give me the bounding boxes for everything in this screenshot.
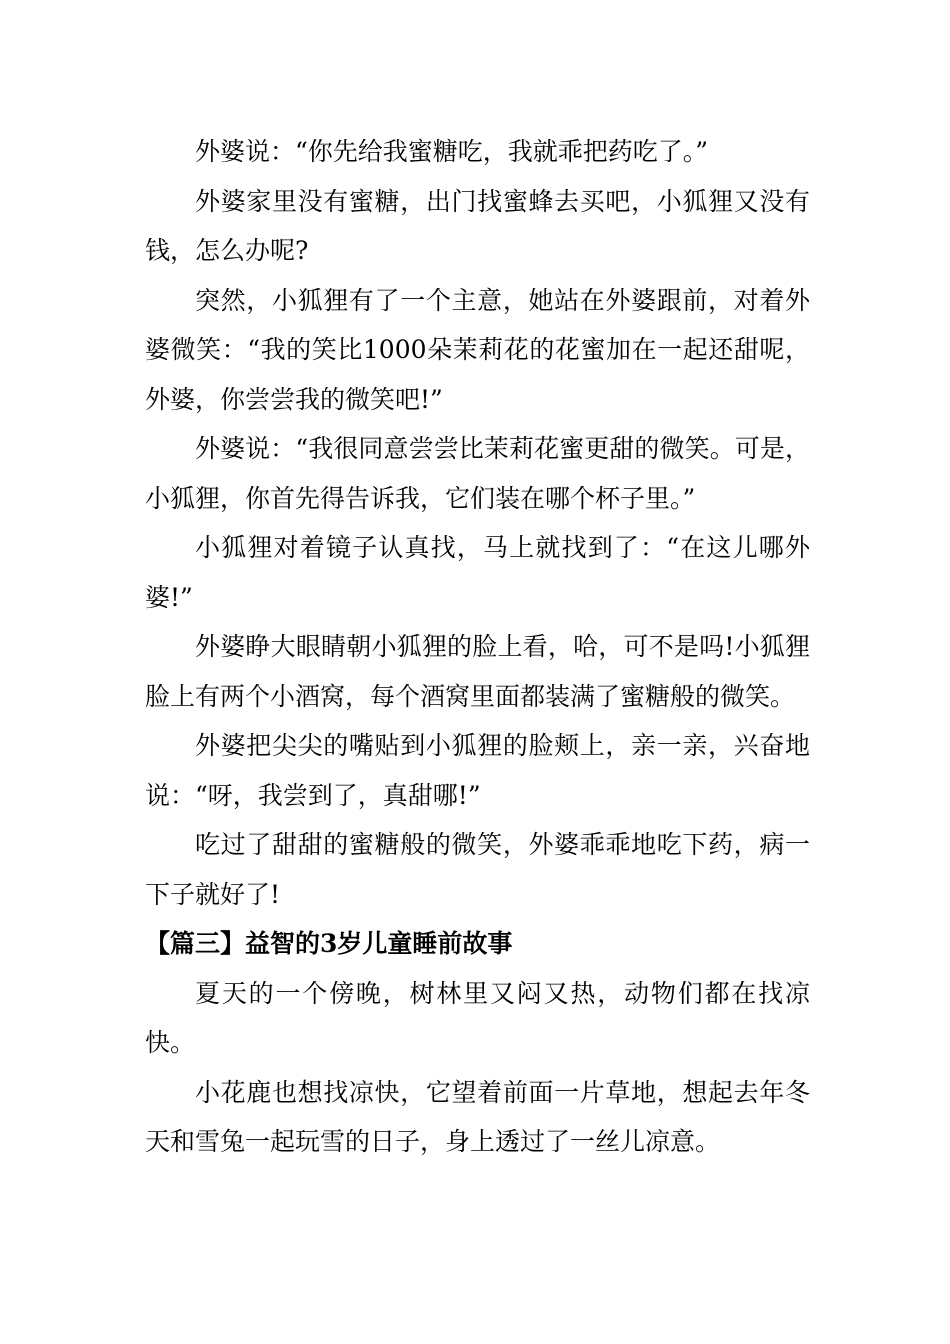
paragraph: 小花鹿也想找凉快，它望着前面一片草地，想起去年冬天和雪兔一起玩雪的日子，身上透过了一丝儿凉意。 <box>145 1077 810 1156</box>
section-heading: 【篇三】益智的3岁儿童睡前故事 <box>145 929 513 958</box>
paragraph: 外婆家里没有蜜糖，出门找蜜蜂去买吧，小狐狸又没有钱，怎么办呢? <box>145 186 810 265</box>
paragraph: 夏天的一个傍晚，树林里又闷又热，动物们都在找凉快。 <box>145 978 810 1057</box>
document-page <box>145 127 810 1167</box>
paragraph: 外婆说：“我很同意尝尝比茉莉花蜜更甜的微笑。可是，小狐狸，你首先得告诉我，它们装在哪个杯子里。” <box>145 434 810 513</box>
paragraph: 外婆把尖尖的嘴贴到小狐狸的脸颊上，亲一亲，兴奋地说：“呀，我尝到了，真甜哪!” <box>145 731 810 810</box>
paragraph: 突然，小狐狸有了一个主意，她站在外婆跟前，对着外婆微笑：“我的笑比1000朵茉莉花的花蜜加在一起还甜呢，外婆，你尝尝我的微笑吧!” <box>145 285 810 414</box>
paragraph: 吃过了甜甜的蜜糖般的微笑，外婆乖乖地吃下药，病一下子就好了! <box>145 830 810 909</box>
paragraph: 外婆说：“你先给我蜜糖吃，我就乖把药吃了。” <box>195 137 709 166</box>
paragraph: 外婆睁大眼睛朝小狐狸的脸上看，哈，可不是吗!小狐狸脸上有两个小酒窝，每个酒窝里面都装满了蜜糖般的微笑。 <box>145 632 810 711</box>
paragraph: 小狐狸对着镜子认真找，马上就找到了：“在这儿哪外婆!” <box>145 533 810 612</box>
